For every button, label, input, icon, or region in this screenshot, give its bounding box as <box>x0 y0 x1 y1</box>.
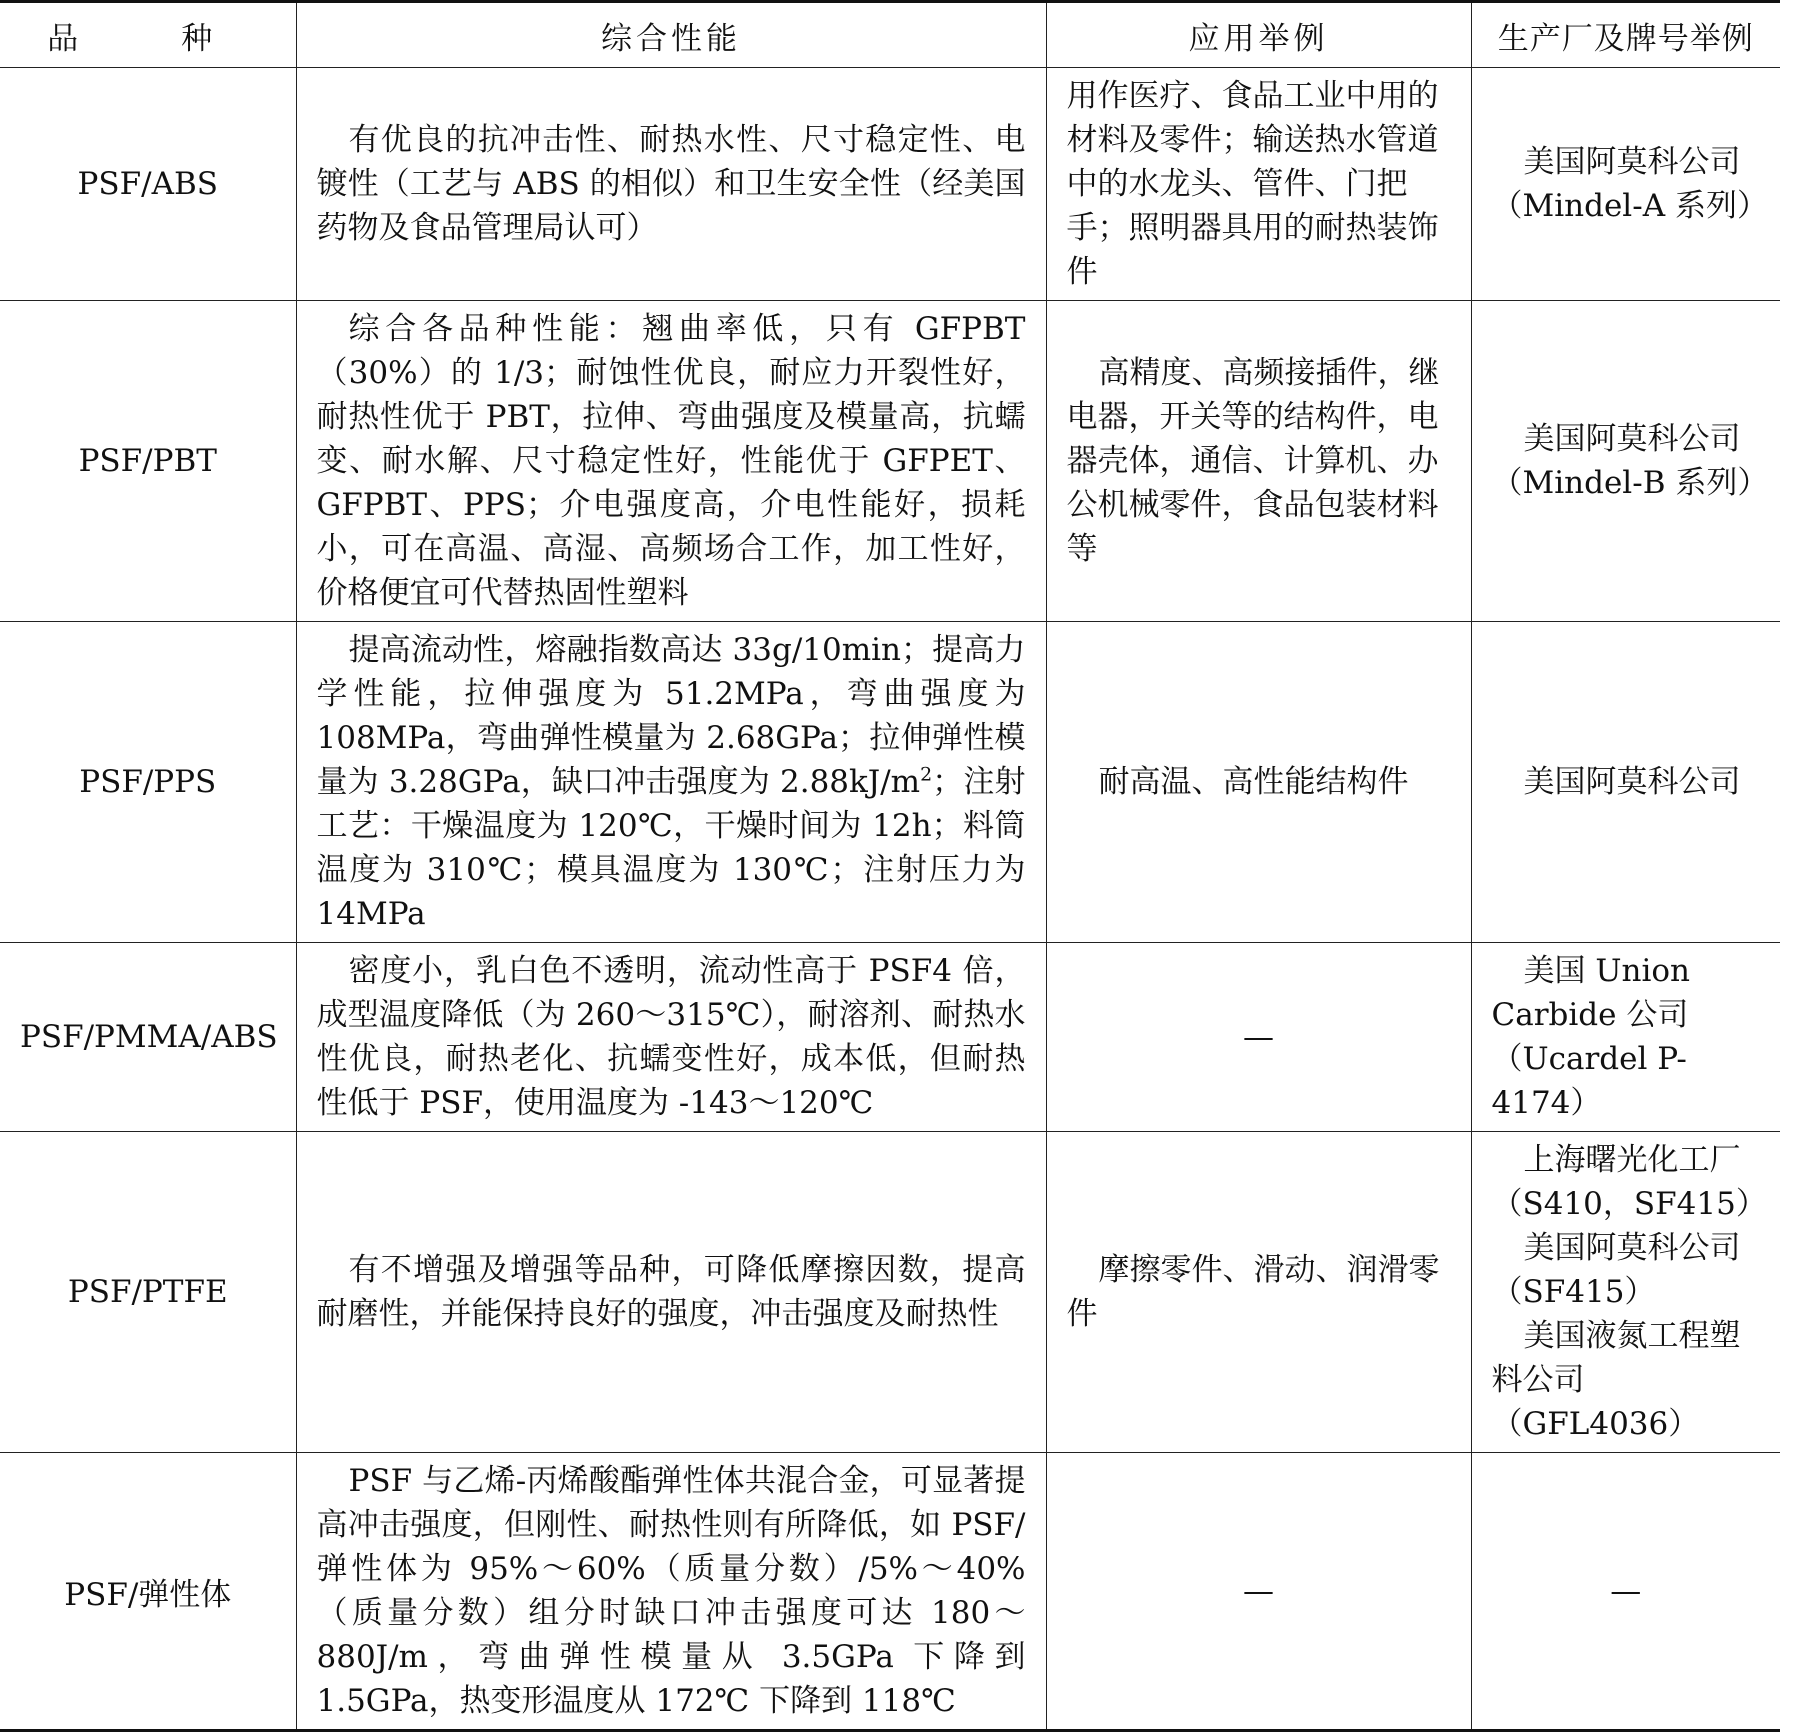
maker-name: 美国阿莫科公司 <box>1523 1230 1741 1266</box>
header-application: 应用举例 <box>1046 2 1471 68</box>
row-variety-name: PSF/PPS <box>0 622 296 943</box>
maker-name: 美国液氮工程塑料公司（GFL4036） <box>1491 1318 1741 1442</box>
table-header-row <box>0 2 1780 68</box>
maker-name: 美国阿莫科公司 <box>1523 764 1741 800</box>
row-application: 摩擦零件、滑动、润滑零件 <box>1046 1132 1471 1453</box>
performance-text-part-1: 提高流动性，熔融指数高达 33g/10min；提高力学性能，拉伸强度为 51.2MPa，弯曲强度为 108MPa，弯曲弹性模量为 2.68GPa；拉伸弹性模量为 3.28GPa，缺口冲击强度为 2.88kJ/m <box>316 632 1026 800</box>
row-performance: 有优良的抗冲击性、耐热水性、尺寸稳定性、电镀性（工艺与 ABS 的相似）和卫生安全性（经美国药物及食品管理局认可） <box>296 68 1046 301</box>
row-application: — <box>1046 1453 1471 1731</box>
row-variety-name: PSF/PTFE <box>0 1132 296 1453</box>
row-performance: 综合各品种性能：翘曲率低，只有 GFPBT（30%）的 1/3；耐蚀性优良，耐应力开裂性好，耐热性优于 PBT，拉伸、弯曲强度及模量高，抗蠕变、耐水解、尺寸稳定性好，性能优于 GFPET、GFPBT、PPS；介电强度高，介电性能好，损耗小，可在高温、高湿、高频场合工作，加工性好，价格便宜可代替热固性塑料 <box>296 301 1046 622</box>
superscript-exponent: 2 <box>920 763 933 786</box>
maker-brand: （S410，SF415） <box>1491 1186 1767 1222</box>
performance-text-part-2: ；注射工艺：干燥温度为 120℃，干燥时间为 12h；料筒温度为 310℃；模具温度为 130℃；注射压力为 14MPa <box>316 764 1026 932</box>
row-variety-name: PSF/PMMA/ABS <box>0 943 296 1132</box>
row-maker: — <box>1471 1453 1780 1731</box>
maker-name: 美国阿莫科公司 <box>1523 421 1741 457</box>
row-performance: PSF 与乙烯-丙烯酸酯弹性体共混合金，可显著提高冲击强度，但刚性、耐热性则有所降低，如 PSF/弹性体为 95%～60%（质量分数）/5%～40%（质量分数）组分时缺口冲击强度可达 180～880J/m，弯曲弹性模量从 3.5GPa 下降到 1.5GPa，热变形温度从 172℃ 下降到 118℃ <box>296 1453 1046 1731</box>
maker-name: 美国阿莫科公司 <box>1523 144 1741 180</box>
row-variety-name: PSF/弹性体 <box>0 1453 296 1731</box>
row-performance <box>296 622 1046 943</box>
table-row <box>0 943 1780 1132</box>
row-performance: 有不增强及增强等品种，可降低摩擦因数，提高耐磨性，并能保持良好的强度，冲击强度及耐热性 <box>296 1132 1046 1453</box>
table-row <box>0 622 1780 943</box>
header-variety: 品 种 <box>0 2 296 68</box>
row-maker <box>1471 943 1780 1132</box>
header-performance: 综合性能 <box>296 2 1046 68</box>
row-application: 耐高温、高性能结构件 <box>1046 622 1471 943</box>
row-variety-name: PSF/PBT <box>0 301 296 622</box>
header-maker: 生产厂及牌号举例 <box>1471 2 1780 68</box>
maker-name: 上海曙光化工厂 <box>1523 1142 1741 1178</box>
row-application: — <box>1046 943 1471 1132</box>
row-maker <box>1471 622 1780 943</box>
table-row <box>0 1453 1780 1731</box>
row-application: 高精度、高频接插件，继电器，开关等的结构件，电器壳体，通信、计算机、办公机械零件，食品包装材料等 <box>1046 301 1471 622</box>
maker-brand: （Mindel-B 系列） <box>1491 465 1769 501</box>
maker-name: 美国 Union Carbide 公司（Ucardel P-4174） <box>1491 953 1690 1121</box>
row-maker <box>1471 301 1780 622</box>
row-maker <box>1471 68 1780 301</box>
table-row <box>0 1132 1780 1453</box>
row-performance: 密度小，乳白色不透明，流动性高于 PSF4 倍，成型温度降低（为 260～315℃），耐溶剂、耐热水性优良，耐热老化、抗蠕变性好，成本低，但耐热性低于 PSF，使用温度为 -143～120℃ <box>296 943 1046 1132</box>
table-row <box>0 68 1780 301</box>
row-maker <box>1471 1132 1780 1453</box>
row-variety-name: PSF/ABS <box>0 68 296 301</box>
maker-brand: （SF415） <box>1491 1274 1656 1310</box>
maker-brand: （Mindel-A 系列） <box>1491 188 1768 224</box>
row-application: 用作医疗、食品工业中用的材料及零件；输送热水管道中的水龙头、管件、门把手；照明器具用的耐热装饰件 <box>1046 68 1471 301</box>
table-row <box>0 301 1780 622</box>
